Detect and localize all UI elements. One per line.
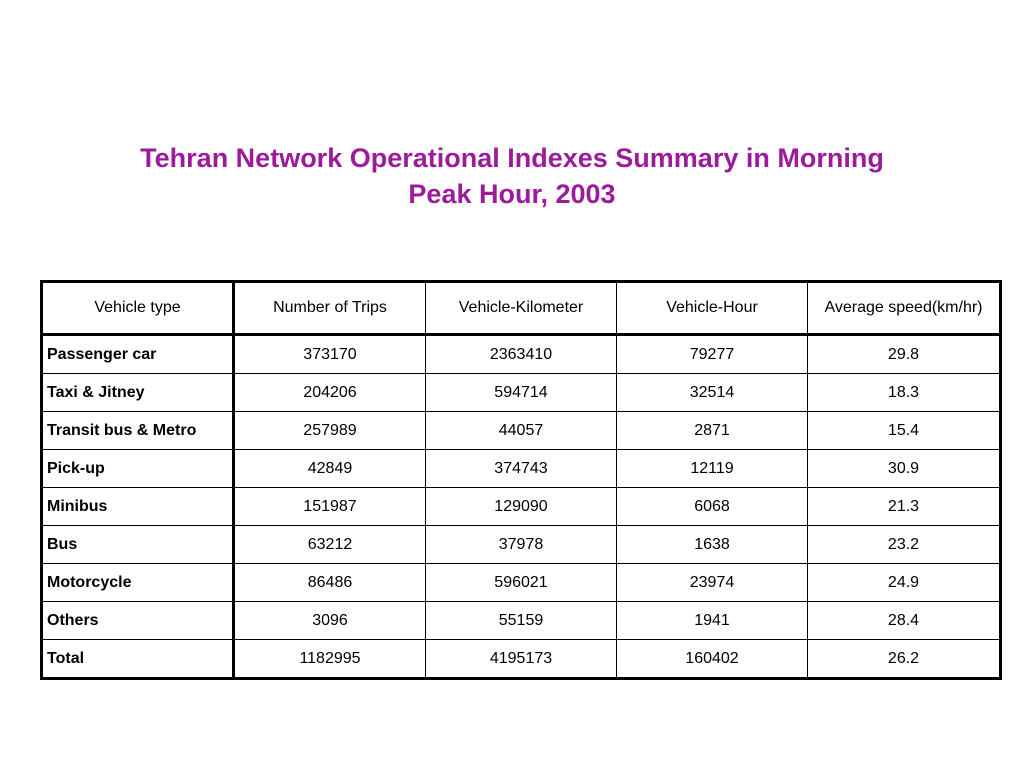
table-row [42,335,1001,374]
table-cell: 21.3 [808,488,1001,526]
table-row [42,640,1001,679]
table-cell: 86486 [234,564,426,602]
table-cell: 129090 [426,488,617,526]
table-cell: 1638 [617,526,808,564]
table-cell: 44057 [426,412,617,450]
table-row [42,412,1001,450]
table-cell: 160402 [617,640,808,679]
table-body [42,335,1001,679]
table-cell: 1941 [617,602,808,640]
row-label-cell: Pick-up [42,450,234,488]
summary-table-container [40,280,1002,680]
table-row [42,602,1001,640]
table-cell: 594714 [426,374,617,412]
column-header-vehicle-kilometer: Vehicle-Kilometer [426,282,617,335]
row-label-cell: Motorcycle [42,564,234,602]
table-row [42,488,1001,526]
table-row [42,450,1001,488]
table-cell: 26.2 [808,640,1001,679]
table-cell: 3096 [234,602,426,640]
column-header-vehicle-type: Vehicle type [42,282,234,335]
table-cell: 374743 [426,450,617,488]
table-cell: 24.9 [808,564,1001,602]
table-cell: 4195173 [426,640,617,679]
table-cell: 2871 [617,412,808,450]
row-label-cell: Transit bus & Metro [42,412,234,450]
table-cell: 257989 [234,412,426,450]
table-cell: 18.3 [808,374,1001,412]
page-title-line-1: Tehran Network Operational Indexes Summary in Morning [140,143,884,173]
table-cell: 12119 [617,450,808,488]
table-cell: 28.4 [808,602,1001,640]
column-header-number-of-trips: Number of Trips [234,282,426,335]
column-header-vehicle-hour: Vehicle-Hour [617,282,808,335]
table-cell: 23.2 [808,526,1001,564]
table-cell: 151987 [234,488,426,526]
table-cell: 29.8 [808,335,1001,374]
page-title [0,140,1024,212]
table-cell: 63212 [234,526,426,564]
table-cell: 42849 [234,450,426,488]
table-cell: 32514 [617,374,808,412]
table-cell: 373170 [234,335,426,374]
table-cell: 204206 [234,374,426,412]
row-label-cell: Total [42,640,234,679]
row-label-cell: Minibus [42,488,234,526]
table-cell: 55159 [426,602,617,640]
page-title-line-2: Peak Hour, 2003 [408,179,616,209]
table-cell: 30.9 [808,450,1001,488]
table-cell: 1182995 [234,640,426,679]
summary-table [40,280,1002,680]
row-label-cell: Taxi & Jitney [42,374,234,412]
table-row [42,374,1001,412]
row-label-cell: Passenger car [42,335,234,374]
table-cell: 596021 [426,564,617,602]
table-cell: 37978 [426,526,617,564]
column-header-average-speed: Average speed(km/hr) [808,282,1001,335]
table-cell: 15.4 [808,412,1001,450]
table-cell: 6068 [617,488,808,526]
table-header-row [42,282,1001,335]
table-row [42,526,1001,564]
table-cell: 2363410 [426,335,617,374]
row-label-cell: Bus [42,526,234,564]
table-cell: 79277 [617,335,808,374]
table-row [42,564,1001,602]
row-label-cell: Others [42,602,234,640]
table-cell: 23974 [617,564,808,602]
